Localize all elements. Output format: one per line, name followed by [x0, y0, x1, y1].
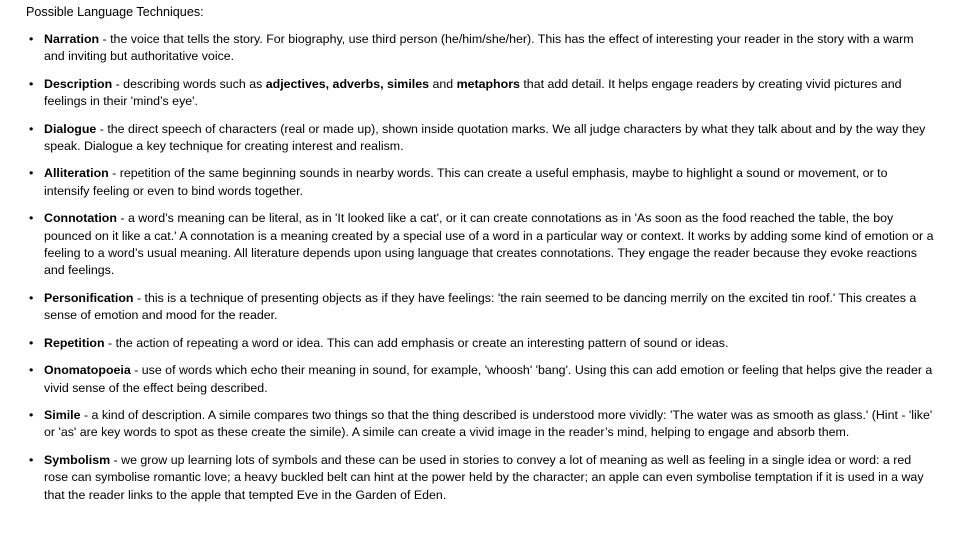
list-item-description — [26, 76, 936, 111]
definition-text: - a word’s meaning can be literal, as in 'It looked like a cat', or it can create connotations as in 'As soon as the food reached the table, the boy pounced on it like a cat.' A connotation is a meaning created by a special use of a word in a particular way or context. It works by adding some kind of emotion or a feeling to a word’s usual meaning. All literature depends upon using language that creates connotations. They engage the reader because they evoke reactions and feelings. — [44, 211, 934, 278]
term-label: Personification — [44, 290, 134, 305]
bullet-icon: • — [29, 166, 34, 181]
definition-text: - this is a technique of presenting objects as if they have feelings: 'the rain seemed to be dancing merrily on the excited tin roof.' This creates a sense of emotion and mood for the reader. — [44, 290, 917, 323]
bullet-icon: • — [29, 335, 34, 350]
term-label: Repetition — [44, 335, 105, 350]
definition-text: and — [429, 76, 457, 91]
definition-text: - describing words such as — [112, 76, 266, 91]
bullet-icon: • — [29, 452, 34, 467]
definition-text: - we grow up learning lots of symbols and these can be used in stories to convey a lot of meaning as well as feeling in a single idea or word: a red rose can symbolise romantic love; a heavy buckled belt can hint at the power held by the character; an apple can even symbolise temptation if it is used in a way that the reader links to the apple that tempted Eve in the Garden of Eden. — [44, 452, 924, 502]
emphasis-text: adjectives, adverbs, similes — [265, 76, 429, 91]
term-label: Alliteration — [44, 166, 109, 181]
term-label: Dialogue — [44, 121, 97, 136]
bullet-icon: • — [29, 76, 34, 91]
term-label: Symbolism — [44, 452, 111, 467]
list-item-personification — [26, 290, 936, 325]
bullet-icon: • — [29, 211, 34, 226]
definition-text: that add detail. It helps engage readers by creating vivid pictures and feelings in their 'mind’s eye'. — [44, 76, 902, 109]
page-title: Possible Language Techniques: — [26, 5, 204, 19]
term-label: Simile — [44, 407, 81, 422]
term-label: Connotation — [44, 211, 117, 226]
list-item-dialogue — [26, 121, 936, 156]
list-item-repetition — [26, 335, 936, 352]
list-item-connotation — [26, 210, 936, 280]
term-label: Onomatopoeia — [44, 363, 131, 378]
list-item-alliteration — [26, 165, 936, 200]
bullet-icon: • — [29, 32, 34, 46]
definition-text: - the action of repeating a word or idea. This can add emphasis or create an interesting pattern of sound or ideas. — [104, 335, 729, 350]
list-item-narration — [26, 31, 936, 66]
bullet-icon: • — [29, 121, 34, 136]
list-item-onomatopoeia — [26, 362, 936, 397]
definition-text: - the direct speech of characters (real or made up), shown inside quotation marks. We all judge characters by what they talk about and by the way they speak. Dialogue a key technique for creating interest and realism. — [44, 121, 926, 154]
technique-list — [26, 31, 936, 504]
bullet-icon: • — [29, 363, 34, 378]
definition-text: - the voice that tells the story. For biography, use third person (he/him/she/her). This has the effect of interesting your reader in the story with a warm and inviting but authoritative voice. — [44, 32, 914, 64]
term-label: Narration — [44, 32, 100, 46]
definition-text: - a kind of description. A simile compares two things so that the thing described is understood more vividly: 'The water was as smooth as glass.' (Hint - 'like' or 'as' are key words to spot as these create the simile). A simile can create a vivid image in the reader’s mind, helping to engage and absorb them. — [44, 407, 933, 440]
definition-text: - use of words which echo their meaning in sound, for example, 'whoosh' 'bang'. Using this can add emotion or feeling that helps give the reader a vivid sense of the effect being described. — [44, 363, 933, 395]
list-item-simile — [26, 407, 936, 442]
definition-text: - repetition of the same beginning sounds in nearby words. This can create a useful emphasis, maybe to highlight a sound or movement, or to intensify feeling or even to bind words together. — [44, 166, 888, 198]
list-item-symbolism — [26, 452, 936, 504]
bullet-icon: • — [29, 290, 34, 305]
bullet-icon: • — [29, 407, 34, 422]
emphasis-text: metaphors — [456, 76, 520, 91]
term-label: Description — [44, 76, 113, 91]
